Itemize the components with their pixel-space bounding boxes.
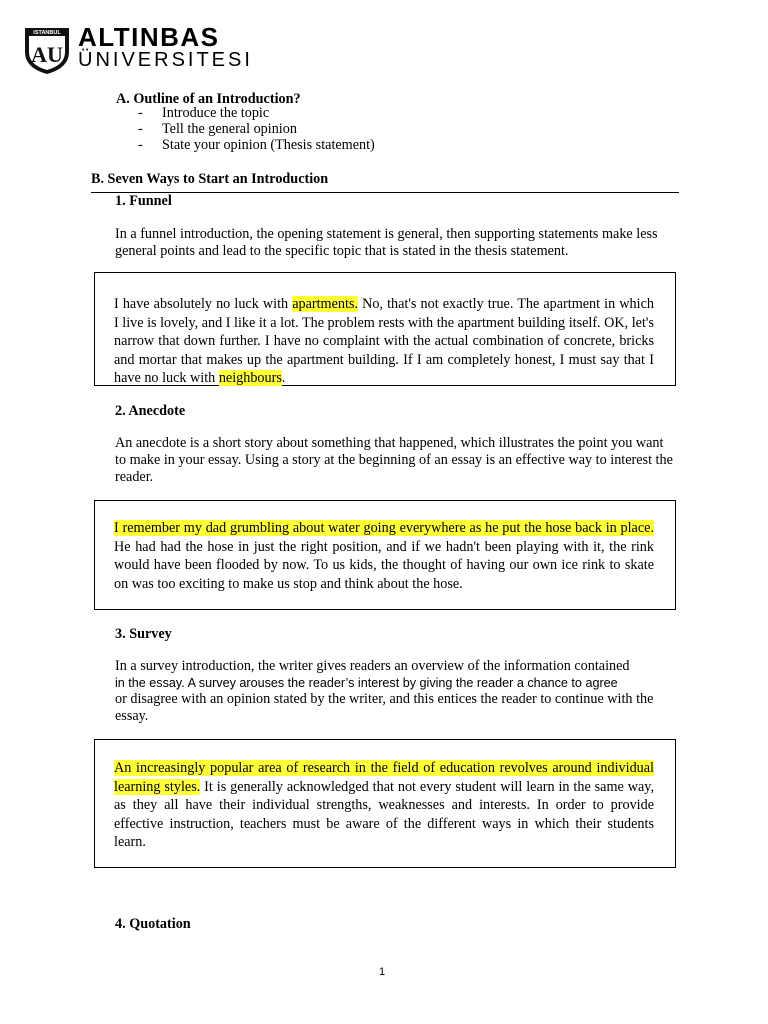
page-number: 1 [379, 966, 386, 978]
highlight: apartments. [292, 296, 358, 312]
highlight: I remember my dad grumbling about water going everywhere as he put the hose back in place. [114, 520, 654, 536]
survey-description-line: In a survey introduction, the writer gives readers an overview of the information contained [115, 658, 630, 674]
highlight: neighbours [218, 370, 282, 386]
anecdote-example-text: I remember my dad grumbling about water going everywhere as he put the hose back in place. He had had the hose in just the right position, and if we hadn't been playing with it, the rink would have been flooded by now. To us kids, the thought of having our own ice rink to skate on was too exciting to make us stop and think about the hose. [114, 520, 654, 592]
anecdote-example-box [94, 500, 676, 610]
funnel-heading: 1. Funnel [115, 193, 172, 209]
section-b-title: B. Seven Ways to Start an Introduction [91, 171, 329, 187]
section-a-title: A. Outline of an Introduction? [116, 91, 301, 107]
seal-monogram: AU [31, 42, 63, 67]
survey-heading: 3. Survey [115, 626, 172, 642]
funnel-description: In a funnel introduction, the opening statement is general, then supporting statements make less general points and lead to the specific topic that is stated in the thesis statement. [115, 226, 658, 259]
survey-description-rest: or disagree with an opinion stated by the writer, and this entices the reader to continue with the essay. [115, 691, 654, 724]
survey-example-text: An increasingly popular area of research in the field of education revolves around individual learning styles. It is generally acknowledged that not every student will learn in the same way, as they all have their individual strengths, weaknesses and interests. In order to provide effective instruction, teachers must be aware of the different ways in which their students learn. [114, 760, 654, 850]
anecdote-description: An anecdote is a short story about something that happened, which illustrates the point you want to make in your essay. Using a story at the beginning of an essay is an effective way to interest the reader. [115, 435, 673, 485]
survey-example-box [94, 739, 676, 868]
quotation-heading: 4. Quotation [115, 916, 191, 932]
outline-item: - Introduce the topic [138, 105, 270, 121]
survey-description-line: in the essay. A survey arouses the reader’s interest by giving the reader a chance to agree [115, 676, 618, 690]
outline-item: - Tell the general opinion [138, 121, 297, 137]
seal-label: ISTANBUL [33, 30, 61, 36]
outline-item: - State your opinion (Thesis statement) [138, 137, 375, 153]
anecdote-heading: 2. Anecdote [115, 403, 186, 419]
section-divider [91, 192, 679, 193]
university-seal-icon [20, 22, 74, 76]
brand-subtitle: ÜNIVERSITESI [78, 49, 253, 71]
highlight: An increasingly popular area of research in the field of education revolves around individual learning styles. [114, 760, 654, 795]
brand-name: ALTINBAS [78, 22, 220, 52]
funnel-example-box [94, 272, 676, 386]
funnel-example-text: I have absolutely no luck with apartments. No, that's not exactly true. The apartment in which I live is lovely, and I like it a lot. The problem rests with the apartment building itself. OK, let's narrow that down further. I have no complaint with the actual combination of concrete, bricks and mortar that makes up the apartment building. If I am completely honest, I must say that I have no luck with neighbours. [114, 296, 654, 386]
